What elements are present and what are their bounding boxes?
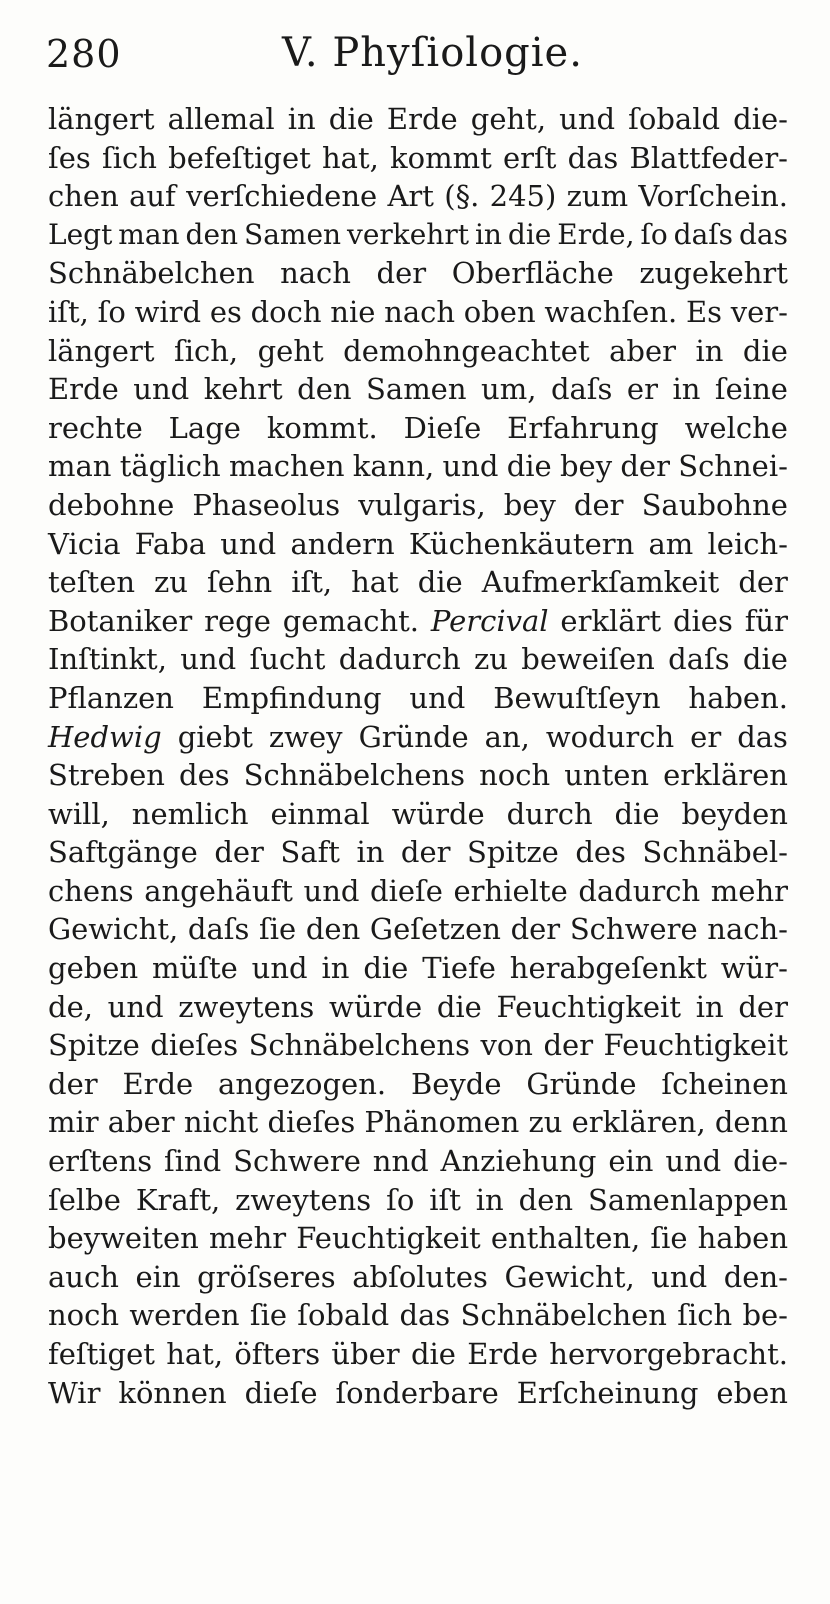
word: iſt,: [48, 294, 89, 329]
word: zweytens: [178, 989, 315, 1024]
word: Anziehung: [440, 1144, 597, 1179]
word: das: [567, 140, 619, 175]
text-line: [48, 525, 788, 564]
word: das: [738, 217, 788, 251]
word: mehr: [208, 1221, 287, 1256]
word: in: [287, 102, 316, 136]
text-line: [48, 795, 788, 834]
word: Erde: [386, 102, 458, 136]
word: dieſes: [267, 1105, 356, 1140]
word: erklären: [663, 758, 788, 793]
word: ein: [135, 1259, 181, 1294]
word: Wir: [48, 1375, 101, 1410]
word: angehäuft: [144, 873, 293, 908]
word: Saftgänge: [48, 835, 198, 870]
word: die: [506, 449, 552, 484]
word: und: [133, 372, 190, 407]
word: verſchiedene: [186, 179, 378, 214]
word: Oberfläche: [451, 256, 614, 291]
word: feſtiget: [48, 1337, 155, 1371]
word: Aufmerkſamkeit: [481, 565, 720, 600]
word: auch: [48, 1259, 119, 1294]
word: allemal: [167, 102, 275, 136]
text-line: [48, 910, 788, 949]
word: ſie: [259, 912, 297, 947]
word: befeſtiget: [168, 140, 311, 175]
word: chen: [48, 179, 119, 214]
word: ſie: [249, 1298, 288, 1333]
text-line: [48, 1142, 788, 1181]
word: daſs: [550, 372, 613, 407]
word: der: [48, 1066, 98, 1101]
word: will,: [48, 796, 110, 831]
word: vulgaris,: [358, 487, 486, 522]
italic-name: Hedwig: [48, 719, 162, 754]
word: Samenlappen: [587, 1182, 788, 1217]
word: in: [356, 835, 385, 870]
word: herabgeſenkt: [509, 951, 707, 986]
word: Küchenkäutern: [408, 526, 635, 561]
word: Inſtinkt,: [48, 642, 167, 677]
word: denn: [714, 1105, 788, 1140]
word: zugekehrt: [639, 256, 788, 291]
word: Schwere: [233, 1144, 361, 1179]
word: zum: [566, 179, 629, 214]
word: dadurch: [578, 873, 701, 908]
word: ſucht: [249, 642, 326, 677]
word: kommt.: [266, 410, 378, 445]
word: die: [363, 951, 409, 986]
word: mir: [48, 1105, 99, 1140]
word: und: [220, 526, 277, 561]
text-line: [48, 332, 788, 371]
word: die: [742, 642, 788, 677]
word: und: [409, 680, 466, 715]
word: der: [543, 1028, 594, 1063]
word: zu: [528, 1105, 563, 1140]
word: die: [507, 217, 552, 251]
word: würde: [391, 796, 485, 831]
word: dieſe: [370, 873, 443, 908]
word: doch: [250, 294, 322, 329]
word: Phaseolus: [192, 487, 341, 522]
text-line: [48, 254, 788, 293]
word: iſt,: [291, 565, 333, 600]
text-line: [48, 640, 788, 679]
word: Saubohne: [641, 487, 788, 522]
word: Blattfeder-: [629, 140, 788, 175]
word: und: [559, 102, 616, 136]
word: aber: [107, 1105, 175, 1140]
page-header: [46, 28, 786, 88]
word: die: [328, 102, 374, 136]
word: Geſetzen: [369, 912, 501, 947]
word: Schnäbel-: [642, 835, 788, 870]
word: zwey: [268, 719, 343, 754]
text-line: [48, 1258, 788, 1297]
word: an,: [484, 719, 530, 754]
word: Schwere: [569, 912, 698, 947]
word: und: [251, 951, 308, 986]
word: ver-: [730, 294, 788, 329]
word: Faba: [134, 526, 207, 561]
word: haben.: [688, 680, 788, 715]
word: zu: [154, 565, 188, 600]
word: geht: [257, 333, 324, 368]
word: die: [742, 333, 788, 368]
word: der: [510, 912, 561, 947]
word: Schnäbelchens: [243, 758, 466, 793]
word: er: [690, 719, 722, 754]
word: werden: [129, 1298, 240, 1333]
word: teſten: [48, 565, 136, 600]
word: hat,: [322, 140, 379, 175]
word: Spitze: [467, 835, 559, 870]
word: de,: [48, 989, 93, 1024]
text-line: [48, 293, 788, 332]
word: Schnei-: [678, 449, 788, 484]
word: Dieſe: [403, 410, 482, 445]
text-line: [48, 833, 788, 872]
text-line: [48, 756, 788, 795]
word: ſobald: [297, 1298, 390, 1333]
word: würde: [329, 989, 423, 1024]
word: mehr: [710, 873, 788, 908]
word: der: [400, 835, 451, 870]
word: Erſcheinung: [516, 1375, 699, 1410]
word: Feuchtigkeit: [296, 1221, 481, 1256]
word: Gründe: [358, 719, 469, 754]
word: daſs: [187, 912, 250, 947]
word: be-: [742, 1298, 788, 1333]
word: Saft: [280, 835, 340, 870]
word: nach: [384, 294, 456, 329]
text-line: [48, 872, 788, 911]
word: nicht: [183, 1105, 259, 1140]
text-line: [48, 370, 788, 409]
word: eben: [716, 1375, 788, 1410]
word: ſes: [48, 140, 91, 175]
word: das: [737, 719, 788, 754]
word: Spitze: [48, 1028, 140, 1063]
text-line: [48, 718, 788, 757]
word: der: [214, 835, 264, 870]
word: demohngeachtet: [343, 333, 590, 368]
word: Empfindung: [201, 680, 382, 715]
word: chens: [48, 873, 134, 908]
word: ſcheinen: [661, 1066, 788, 1101]
word: Es: [685, 294, 723, 329]
italic-name: Percival: [430, 603, 549, 638]
word: zweytens: [235, 1182, 372, 1217]
word: Samen: [244, 217, 342, 251]
word: ſind: [164, 1144, 222, 1179]
word: ein: [608, 1144, 654, 1179]
word: geht,: [470, 102, 547, 136]
word: ſo: [640, 217, 668, 251]
word: täglich: [119, 449, 221, 484]
word: Bewuſtſeyn: [493, 680, 661, 715]
text-line: [48, 1219, 788, 1258]
word: 245): [489, 179, 557, 214]
word: über: [331, 1337, 400, 1371]
text-line: [48, 1296, 788, 1335]
word: ſo: [97, 294, 126, 329]
word: ſonderbare: [335, 1375, 499, 1410]
word: rechte: [48, 410, 143, 445]
word: von: [480, 1028, 533, 1063]
word: Vicia: [48, 526, 121, 561]
word: erklären,: [571, 1105, 706, 1140]
word: gemacht.: [282, 603, 420, 638]
text-line: [48, 1374, 788, 1413]
word: kommt: [390, 140, 492, 175]
word: und: [180, 642, 237, 677]
word: er: [626, 372, 658, 407]
word: dieſe: [244, 1375, 318, 1410]
word: daſs: [668, 642, 730, 677]
word: aber: [609, 333, 676, 368]
word: bey: [503, 487, 556, 522]
word: des: [179, 758, 230, 793]
word: der: [573, 487, 624, 522]
word: zu: [473, 642, 508, 677]
word: Vorſchein.: [638, 179, 788, 214]
word: in: [474, 217, 502, 251]
word: ſich,: [173, 333, 239, 368]
word: Samen: [366, 372, 467, 407]
word: debohne: [48, 487, 175, 522]
text-line: [48, 988, 788, 1027]
text-line: [48, 563, 788, 602]
word: (§.: [444, 179, 480, 214]
word: des: [575, 835, 626, 870]
word: das: [399, 1298, 451, 1333]
word: Erde: [122, 1066, 194, 1101]
word: haben: [697, 1221, 788, 1256]
word: Streben: [48, 758, 165, 793]
word: die: [614, 796, 660, 831]
text-line: [48, 1026, 788, 1065]
word: die: [410, 1337, 456, 1371]
word: Erfahrung: [507, 410, 659, 445]
word: die: [436, 989, 482, 1024]
word: öfters: [234, 1337, 321, 1371]
word: enthalten,: [490, 1221, 641, 1256]
text-line: [48, 216, 788, 255]
word: unten: [564, 758, 650, 793]
word: hat: [351, 565, 399, 600]
word: die: [417, 565, 463, 600]
word: dies: [672, 603, 733, 638]
word: leich-: [707, 526, 788, 561]
word: in: [672, 372, 701, 407]
word: ſich: [677, 1298, 733, 1333]
word: ſobald: [628, 102, 721, 136]
word: ſie: [650, 1221, 688, 1256]
text-line: [48, 949, 788, 988]
word: nach: [280, 256, 351, 291]
word: längert: [48, 333, 155, 368]
word: daſs: [673, 217, 734, 251]
word: verkehrt: [347, 217, 469, 251]
word: hat,: [166, 1337, 224, 1371]
text-line: [48, 602, 788, 641]
word: dieſes: [150, 1028, 239, 1063]
word: Erde: [467, 1337, 539, 1371]
word: Feuchtigkeit: [603, 1028, 788, 1063]
word: ſich: [101, 140, 157, 175]
page-number: 280: [46, 32, 122, 76]
word: Feuchtigkeit: [496, 989, 681, 1024]
word: erſt: [502, 140, 557, 175]
word: Gründe: [526, 1066, 637, 1101]
word: erklärt: [560, 603, 662, 638]
word: nach-: [707, 912, 788, 947]
word: den: [185, 217, 239, 251]
word: der: [620, 449, 670, 484]
word: bey: [559, 449, 613, 484]
word: iſt: [429, 1182, 461, 1217]
word: in: [695, 333, 724, 368]
word: geben: [48, 951, 139, 986]
word: auf: [129, 179, 176, 214]
word: dadurch: [338, 642, 461, 677]
word: ſo: [386, 1182, 415, 1217]
word: andern: [290, 526, 395, 561]
word: längert: [48, 102, 155, 136]
word: Schnäbelchen: [48, 256, 255, 291]
word: Phänomen: [364, 1105, 520, 1140]
word: und: [442, 449, 499, 484]
word: rege: [204, 603, 271, 638]
body-text: [48, 100, 788, 1412]
text-line: [48, 486, 788, 525]
word: den: [518, 1182, 574, 1217]
text-line: [48, 447, 788, 486]
text-line: [48, 1103, 788, 1142]
word: ſelbe: [48, 1182, 121, 1217]
text-line: [48, 409, 788, 448]
word: nnd: [372, 1144, 429, 1179]
word: Schnäbelchens: [248, 1028, 470, 1063]
word: Erde: [48, 372, 119, 407]
word: Beyde: [410, 1066, 502, 1101]
word: nemlich: [131, 796, 249, 831]
word: es: [209, 294, 242, 329]
word: Kraft,: [135, 1182, 221, 1217]
word: noch: [479, 758, 551, 793]
word: müſte: [152, 951, 238, 986]
text-line: [48, 177, 788, 216]
word: den: [305, 912, 361, 947]
text-line: [48, 1065, 788, 1104]
word: für: [744, 603, 788, 638]
text-line: [48, 1181, 788, 1220]
word: welche: [684, 410, 788, 445]
word: in: [475, 1182, 504, 1217]
word: oben: [463, 294, 536, 329]
word: und: [303, 873, 360, 908]
word: wird: [134, 294, 202, 329]
word: einmal: [270, 796, 370, 831]
word: wodurch: [545, 719, 675, 754]
word: noch: [48, 1298, 120, 1333]
word: und: [107, 989, 164, 1024]
word: durch: [506, 796, 593, 831]
word: giebt: [177, 719, 253, 754]
word: hervorgebracht.: [549, 1337, 788, 1371]
text-line: [48, 1335, 788, 1374]
word: der: [738, 565, 788, 600]
word: man: [118, 217, 180, 251]
word: gröſseres: [197, 1259, 336, 1294]
word: angezogen.: [218, 1066, 387, 1101]
word: der: [738, 989, 788, 1024]
word: kehrt: [203, 372, 283, 407]
word: in: [695, 989, 724, 1024]
word: am: [648, 526, 694, 561]
word: Gewicht,: [504, 1259, 635, 1294]
word: Art: [387, 179, 434, 214]
word: Erde,: [557, 217, 635, 251]
word: Schnäbelchen: [460, 1298, 667, 1333]
word: erhielte: [453, 873, 568, 908]
word: machen: [228, 449, 345, 484]
word: Legt: [48, 217, 113, 251]
word: die-: [733, 102, 788, 136]
word: und: [665, 1144, 722, 1179]
word: den-: [723, 1259, 788, 1294]
word: ſeine: [714, 372, 788, 407]
word: können: [118, 1375, 227, 1410]
word: Lage: [168, 410, 241, 445]
word: nie: [330, 294, 376, 329]
word: die-: [733, 1144, 788, 1179]
word: der: [376, 256, 427, 291]
text-line: [48, 100, 788, 139]
word: Gewicht,: [48, 912, 179, 947]
word: beyweiten: [48, 1221, 199, 1256]
word: in: [321, 951, 350, 986]
word: ſehn: [206, 565, 273, 600]
word: beweiſen: [521, 642, 655, 677]
word: wachſen.: [544, 294, 678, 329]
word: beyden: [681, 796, 788, 831]
text-line: [48, 139, 788, 178]
word: Botaniker: [48, 603, 193, 638]
word: kann,: [352, 449, 435, 484]
word: man: [48, 449, 112, 484]
word: abſolutes: [352, 1259, 488, 1294]
running-head: V. Phyſiologie.: [282, 30, 583, 76]
text-line: [48, 679, 788, 718]
word: erſtens: [48, 1144, 153, 1179]
word: den: [297, 372, 352, 407]
word: und: [651, 1259, 708, 1294]
word: wür-: [720, 951, 788, 986]
word: Pflanzen: [48, 680, 174, 715]
word: um,: [481, 372, 537, 407]
word: Tiefe: [422, 951, 496, 986]
